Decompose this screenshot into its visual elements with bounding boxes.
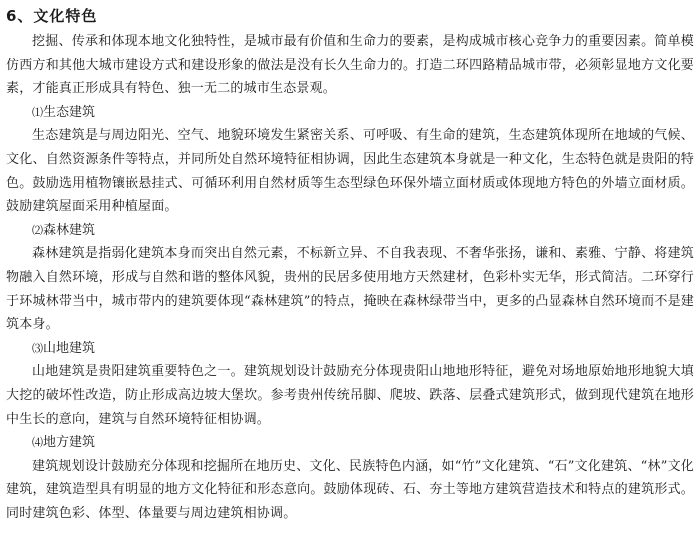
section-heading: 6、文化特色	[6, 7, 98, 25]
subsection-number: ⑵	[32, 223, 43, 237]
subsection-number: ⑷	[32, 436, 43, 450]
subsection-body-forest: 森林建筑是指弱化建筑本身而突出自然元素，不标新立异、不自我表现、不奢华张扬，谦和、素雅、宁静、将建筑物融入自然环境，形成与自然和谐的整体风貌，贵州的民居多使用地方天然建材，色彩朴实无华，形式简洁。二环穿行于环城林带当中，城市带内的建筑要体现“森林建筑”的特点，掩映在森林绿带当中，更多的凸显森林自然环境而不是建筑本身。	[6, 246, 694, 333]
subsection-heading-mountain	[6, 337, 694, 361]
subsection-heading-eco	[6, 101, 694, 125]
subsection-title: 地方建筑	[43, 435, 96, 451]
subsection-body-mountain: 山地建筑是贵阳建筑重要特色之一。建筑规划设计鼓励充分体现贵阳山地地形特征，避免对场地原始地形地貌大填大挖的破坏性改造，防止形成高边坡大堡坎。参考贵州传统吊脚、爬坡、跌落、层叠式建筑形式，做到现代建筑在地形中生长的意向，建筑与自然环境特征相协调。	[6, 364, 694, 427]
subsection-title: 森林建筑	[43, 222, 96, 238]
subsection-heading-local	[6, 431, 694, 455]
subsection-body-eco: 生态建筑是与周边阳光、空气、地貌环境发生紧密关系、可呼吸、有生命的建筑，生态建筑体现所在地域的气候、文化、自然资源条件等特点，并同所处自然环境特征相协调，因此生态建筑本身就是一种文化，生态特色就是贵阳的特色。鼓励选用植物镶嵌悬挂式、可循环利用自然材质等生态型绿色环保外墙立面材质或体现地方特色的外墙立面材质。鼓励建筑屋面采用种植屋面。	[6, 128, 694, 215]
subsection-number: ⑶	[32, 341, 43, 355]
subsection-title: 生态建筑	[43, 104, 96, 120]
subsection-title: 山地建筑	[43, 340, 96, 356]
intro-paragraph: 挖掘、传承和体现本地文化独特性，是城市最有价值和生命力的要素，是构成城市核心竞争力的重要因素。简单模仿西方和其他大城市建设方式和建设形象的做法是没有长久生命力的。打造二环四路精品城市带，必须彰显地方文化要素，才能真正形成具有特色、独一无二的城市生态景观。	[6, 34, 694, 97]
subsection-heading-forest	[6, 219, 694, 243]
subsection-body-local: 建筑规划设计鼓励充分体现和挖掘所在地历史、文化、民族特色内涵，如“竹”文化建筑、“石”文化建筑、“林”文化建筑，建筑造型具有明显的地方文化特征和形态意向。鼓励体现砖、石、夯土等地方建筑营造技术和特点的建筑形式。同时建筑色彩、体型、体量要与周边建筑相协调。	[6, 458, 694, 521]
subsection-number: ⑴	[32, 105, 43, 119]
